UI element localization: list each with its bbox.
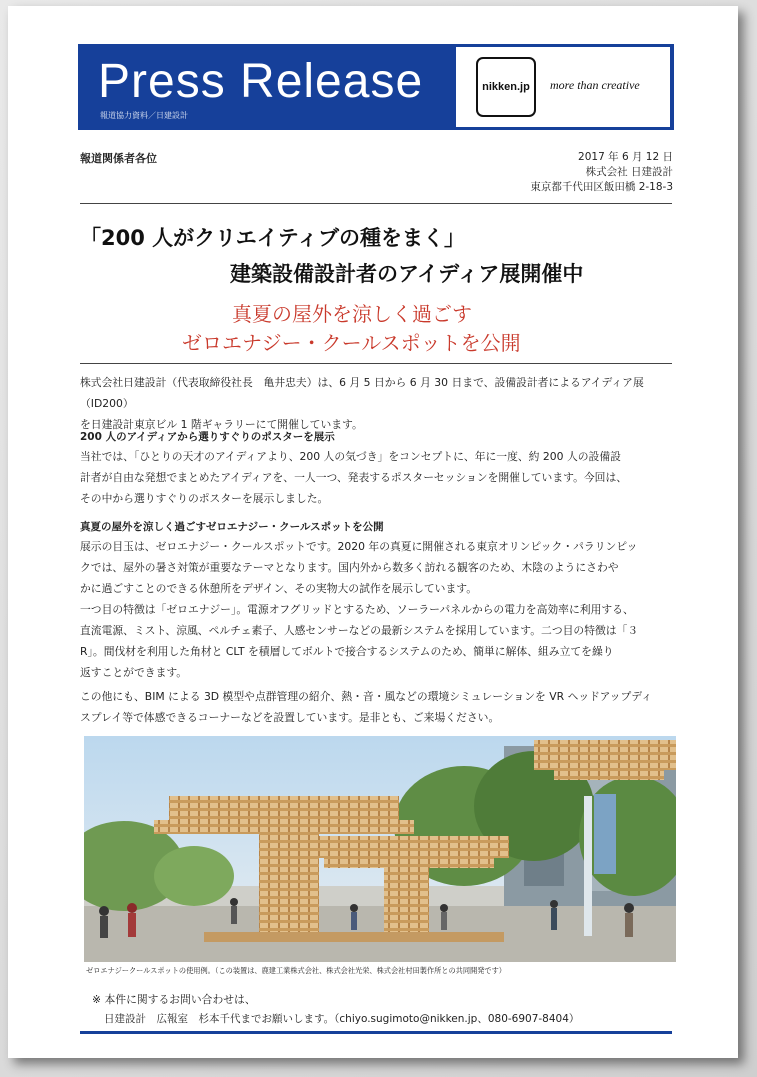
contact-details: 日建設計 広報室 杉本千代までお願いします。（chiyo.sugimoto@nikken.jp、080-6907-8404） [104, 1013, 580, 1025]
nikken-logo: nikken.jp [476, 57, 536, 117]
addressee: 報道関係者各位 [80, 152, 157, 165]
closing-paragraph [80, 686, 680, 728]
banner-subtitle: 報道協力資料／日建設計 [100, 111, 188, 120]
headline-line1: 「200 人がクリエイティブの種をまく」 [80, 226, 466, 250]
contact-intro: ※ 本件に関するお問い合わせは、 [92, 993, 256, 1006]
closing-line: スプレイ等で体感できるコーナーなどを設置しています。是非とも、ご来場ください。 [80, 711, 500, 724]
divider-middle [80, 363, 672, 364]
section2-line: 直流電源、ミスト、涼風、ペルチェ素子、人感センサーなどの最新システムを採用しています。二つ目の特徴は「３ [80, 624, 639, 637]
section2-line: かに過ごすことのできる休憩所をデザイン、その実物大の試作を展示しています。 [80, 582, 477, 595]
section1-body [80, 446, 680, 509]
section2-title: 真夏の屋外を涼しく過ごすゼロエナジー・クールスポットを公開 [80, 521, 384, 533]
divider-top [80, 203, 672, 204]
subheadline-line2: ゼロエナジー・クールスポットを公開 [182, 331, 521, 355]
logo-tagline: more than creative [550, 78, 640, 92]
headline-line2: 建築設備設計者のアイディア展開催中 [230, 262, 584, 286]
closing-line: この他にも、BIM による 3D 模型や点群管理の紹介、熱・音・風などの環境シミュレーションを VR ヘッドアップディ [80, 690, 652, 703]
sender-block [530, 150, 673, 195]
section2-line: クでは、屋外の暑さ対策が重要なテーマとなります。国内外から数多く訪れる観客のため、木陰のようにさわや [80, 561, 619, 574]
banner-title: Press Release [98, 55, 424, 108]
section2-line: 一つ目の特徴は「ゼロエナジー」。電源オフグリッドとするため、ソーラーパネルからの電力を高効率に利用する、 [80, 603, 634, 616]
sender-company: 株式会社 日建設計 [585, 166, 673, 178]
intro-paragraph [80, 372, 680, 435]
section1-line: その中から選りすぐりのポスターを展示しました。 [80, 492, 329, 505]
cool-spot-illustration [84, 736, 676, 962]
release-date: 2017 年 6 月 12 日 [578, 151, 673, 163]
cool-spot-photo [84, 736, 676, 962]
section2-line: 返すことができます。 [80, 666, 188, 679]
press-release-banner [78, 44, 674, 130]
logo-panel [456, 47, 670, 127]
photo-caption: ゼロエナジークールスポットの使用例。（この装置は、鹿建工業株式会社、株式会社光栄、株式会社村田製作所との共同開発です） [86, 966, 506, 975]
section2-line: R」。間伐材を利用した角材と CLT を積層してボルトで接合するシステムのため、簡単に解体、組み立てを繰り [80, 645, 614, 658]
section1-line: 計者が自由な発想でまとめたアイディアを、一人一つ、発表するポスターセッションを開催しています。今回は、 [80, 471, 628, 484]
intro-line: 株式会社日建設計（代表取締役社長 亀井忠夫）は、6 月 5 日から 6 月 30 日まで、設備設計者によるアイディア展（ID200） [80, 376, 644, 410]
section2-body [80, 536, 680, 683]
subheadline-line1: 真夏の屋外を涼しく過ごす [232, 302, 472, 326]
section1-line: 当社では、「ひとりの天才のアイディアより、200 人の気づき」をコンセプトに、年に一度、約 200 人の設備設 [80, 450, 621, 463]
section2-line: 展示の目玉は、ゼロエナジー・クールスポットです。2020 年の真夏に開催される東京オリンピック・パラリンピッ [80, 540, 638, 553]
footer-rule [80, 1031, 672, 1034]
intro-line: を日建設計東京ビル 1 階ギャラリーにて開催しています。 [80, 418, 363, 431]
sender-address: 東京都千代田区飯田橋 2-18-3 [530, 181, 673, 193]
section1-title: 200 人のアイディアから選りすぐりのポスターを展示 [80, 431, 335, 443]
